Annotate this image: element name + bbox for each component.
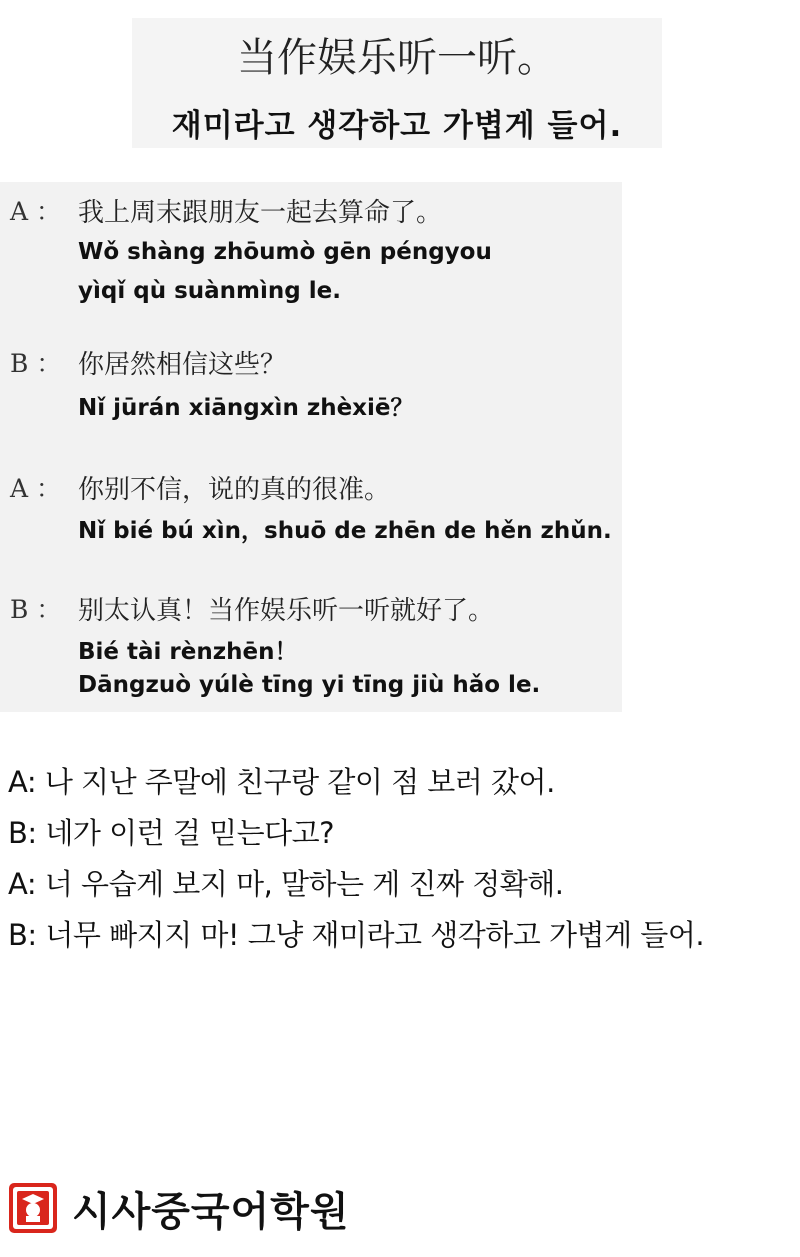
pinyin-line: Nǐ bié bú xìn，shuō de zhēn de hěn zhǔn. — [78, 518, 612, 544]
pinyin-line: Wǒ shàng zhōumò gēn péngyou — [78, 239, 492, 265]
brand-logo — [8, 1180, 349, 1236]
chinese-line: 你居然相信这些？ — [78, 350, 287, 380]
lesson-header — [132, 18, 662, 148]
pinyin-line: Dāngzuò yúlè tīng yi tīng jiù hǎo le. — [78, 672, 541, 698]
pinyin-line: Nǐ jūrán xiāngxìn zhèxiē？ — [78, 395, 414, 421]
chinese-line: 别太认真！当作娱乐听一听就好了。 — [78, 596, 495, 626]
title-chinese: 当作娱乐听一听。 — [237, 35, 557, 81]
brand-name: 시사중국어학원 — [72, 1188, 350, 1235]
translation-line: B: 너무 빠지지 마! 그냥 재미라고 생각하고 가볍게 들어. — [8, 918, 705, 952]
pinyin-line: Bié tài rènzhēn！ — [78, 639, 298, 665]
chinese-line: 我上周末跟朋友一起去算命了。 — [78, 198, 443, 228]
speaker-label: A ： — [10, 474, 62, 503]
speaker-label: B ： — [10, 595, 62, 624]
chinese-line: 你别不信，说的真的很准。 — [78, 475, 391, 505]
translation-line: A: 너 우습게 보지 마, 말하는 게 진짜 정확해. — [8, 867, 564, 901]
pinyin-line: yìqǐ qù suànmìng le. — [78, 278, 341, 304]
korean-translation — [8, 760, 788, 964]
dialog-box — [0, 182, 622, 712]
speaker-label: B ： — [10, 349, 62, 378]
translation-line: A: 나 지난 주말에 친구랑 같이 점 보러 갔어. — [8, 765, 555, 799]
translation-line: B: 네가 이런 걸 믿는다고? — [8, 816, 335, 850]
title-korean: 재미라고 생각하고 가볍게 들어. — [171, 108, 623, 144]
sisa-logo-icon — [8, 1182, 58, 1234]
speaker-label: A ： — [10, 197, 62, 226]
